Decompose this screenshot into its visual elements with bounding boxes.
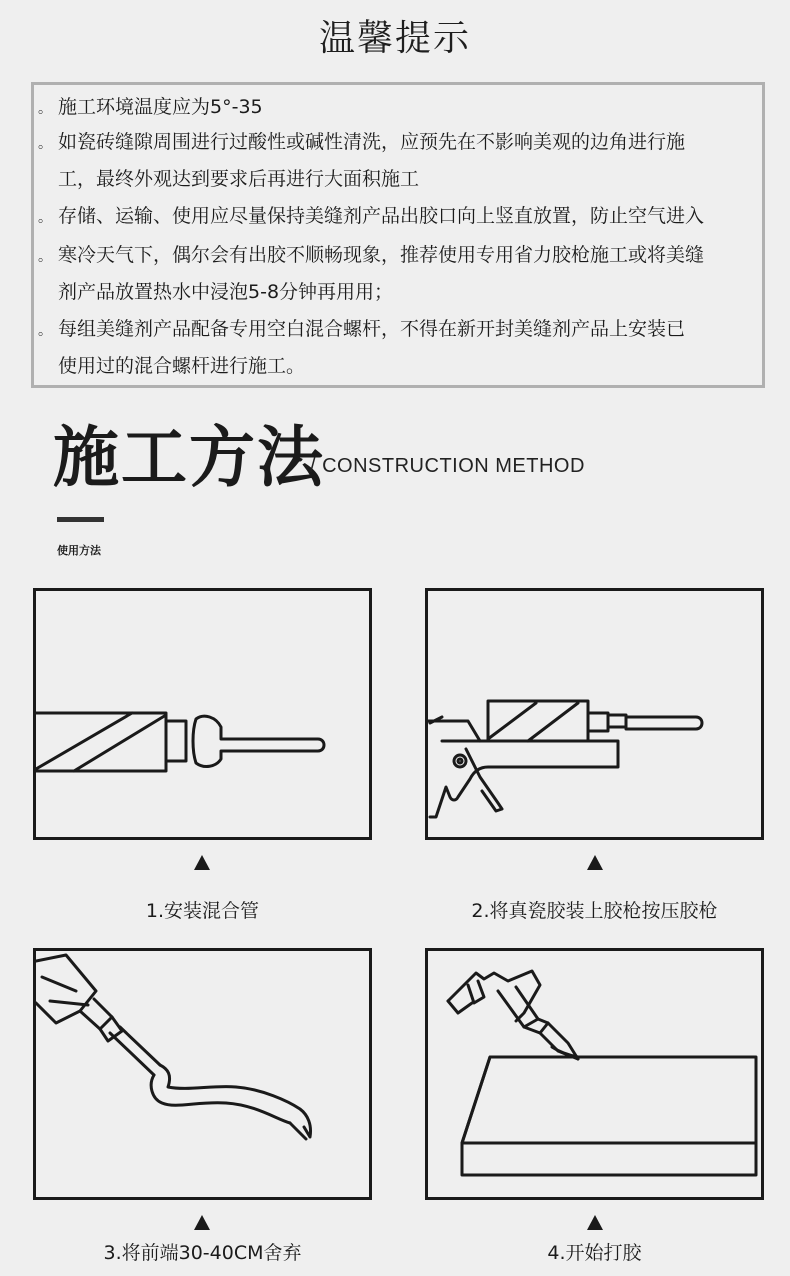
tip-item: 。 寒冷天气下，偶尔会有出胶不顺畅现象，推荐使用专用省力胶枪施工或将美缝 bbox=[38, 244, 705, 266]
tip-item: 。 每组美缝剂产品配备专用空白混合螺杆，不得在新开封美缝剂产品上安装已 bbox=[38, 318, 686, 340]
step-3-panel bbox=[33, 948, 372, 1200]
caulk-gun-icon bbox=[428, 591, 764, 840]
method-subtitle: / CONSTRUCTION METHOD bbox=[310, 455, 585, 477]
step-4-arrow bbox=[587, 1215, 603, 1230]
title-underline bbox=[57, 517, 104, 522]
tip-item-continued: 剂产品放置热水中浸泡5-8分钟再用用； bbox=[58, 281, 394, 303]
step-1-label: 1.安装混合管 bbox=[145, 900, 260, 922]
step-3-arrow bbox=[194, 1215, 210, 1230]
method-caption: 使用方法 bbox=[57, 544, 101, 557]
tip-item: 。 如瓷砖缝隙周围进行过酸性或碱性清洗，应预先在不影响美观的边角进行施 bbox=[38, 131, 686, 153]
step-1-panel bbox=[33, 588, 372, 840]
tip-item: 。 施工环境温度应为5°-35 bbox=[38, 96, 263, 118]
mixing-tube-icon bbox=[36, 591, 372, 840]
tips-title: 温馨提示 bbox=[318, 18, 471, 59]
tip-item-continued: 工，最终外观达到要求后再进行大面积施工 bbox=[58, 168, 420, 190]
step-1-arrow bbox=[194, 855, 210, 870]
step-2-panel bbox=[425, 588, 764, 840]
step-4-label: 4.开始打胶 bbox=[547, 1242, 642, 1264]
method-title: 施工方法 bbox=[53, 419, 325, 496]
tip-item: 。 存储、运输、使用应尽量保持美缝剂产品出胶口向上竖直放置，防止空气进入 bbox=[38, 205, 705, 227]
step-2-label: 2.将真瓷胶装上胶枪按压胶枪 bbox=[471, 900, 718, 922]
step-4-panel bbox=[425, 948, 764, 1200]
step-2-arrow bbox=[587, 855, 603, 870]
tips-box bbox=[31, 82, 765, 388]
tip-item-continued: 使用过的混合螺杆进行施工。 bbox=[58, 355, 306, 377]
step-3-label: 3.将前端30-40CM舍弃 bbox=[103, 1242, 302, 1264]
discard-bead-icon bbox=[36, 951, 372, 1200]
apply-sealant-icon bbox=[428, 951, 764, 1200]
